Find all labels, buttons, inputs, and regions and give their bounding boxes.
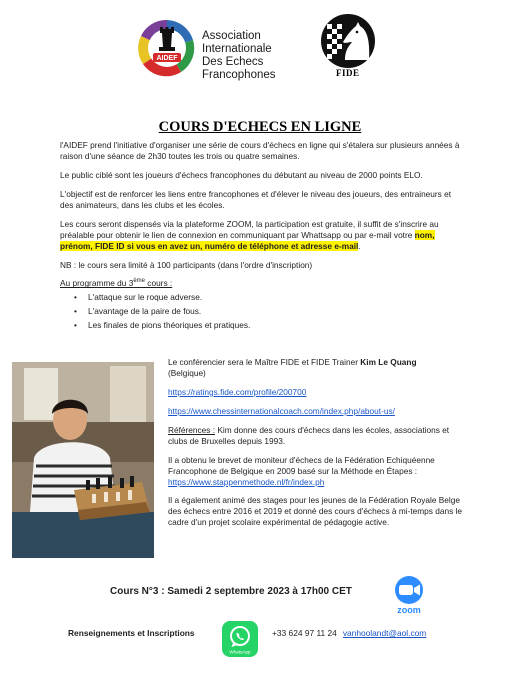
speaker-intro: Le conférencier sera le Maître FIDE et FIDE Trainer Kim Le Quang (Belgique)	[168, 357, 417, 378]
phone-number: +33 624 97 11 24	[272, 628, 337, 638]
registration-paragraph	[60, 219, 460, 252]
programme-label: Au programme du 3ème cours :	[60, 278, 173, 289]
registration-highlight: nom, prénom, FIDE ID si vous en avez un, numéro de téléphone et adresse e-mail	[60, 229, 435, 251]
whatsapp-label: WhatsApp	[229, 649, 251, 655]
speaker-info	[168, 357, 464, 536]
list-item: • L'avantage de la paire de fous.	[70, 306, 460, 317]
info-label: Renseignements et Inscriptions	[68, 628, 195, 638]
speaker-photo-image	[12, 362, 154, 558]
zoom-label: zoom	[397, 605, 421, 615]
assoc-line: Association	[202, 30, 261, 42]
aidef-logo-text: AIDEF	[156, 55, 178, 62]
registration-end: .	[358, 240, 361, 251]
objective-paragraph: L'objectif est de renforcer les liens entre francophones et d'élever le niveau des joueurs, des entraineurs et des animateurs, dans les clubs et les écoles.	[60, 188, 452, 210]
association-name	[202, 30, 276, 82]
coach-site-link[interactable]: https://www.chessinternationalcoach.com/index.php/about-us/	[168, 405, 395, 416]
aidef-logo-icon	[137, 18, 197, 78]
speaker-country: (Belgique)	[168, 367, 206, 378]
header	[0, 10, 520, 82]
coach-site-link-row	[168, 406, 464, 417]
page-title: COURS D'ECHECS EN LIGNE	[158, 119, 362, 135]
fide-profile-link-row	[168, 387, 464, 398]
registration-text: Les cours seront dispensés via la plateforme ZOOM, la participation est gratuite, il suffit de s'inscrire au préalable pour obtenir le lien de connexion en communiquant par Whattsapp ou par e-mail votre	[60, 218, 439, 240]
course-date: Cours N°3 : Samedi 2 septembre 2023 à 17h00 CET	[110, 586, 352, 597]
whatsapp-icon[interactable]	[222, 621, 258, 657]
assoc-line: Francophones	[202, 68, 276, 81]
references-paragraph: Références : Kim donne des cours d'échecs dans les écoles, associations et clubs de Bruxelles depuis 1993.	[168, 424, 450, 446]
list-item: • Les finales de pions théoriques et pratiques.	[70, 320, 460, 331]
references-label: Références :	[168, 424, 216, 435]
audience-paragraph: Le public ciblé sont les joueurs d'échecs francophones du débutant au niveau de 2000 points ELO.	[60, 169, 423, 180]
nb-paragraph: NB : le cours sera limité à 100 participants (dans l'ordre d'inscription)	[60, 259, 313, 270]
programme-list	[70, 292, 460, 331]
speaker-photo	[12, 362, 154, 558]
stappenmethode-link[interactable]: https://www.stappenmethode.nl/fr/index.ph	[168, 476, 325, 487]
speaker-name: Kim Le Quang	[360, 357, 417, 367]
list-item: • L'attaque sur le roque adverse.	[70, 292, 460, 303]
assoc-line: Des Echecs	[202, 55, 264, 68]
assoc-line: Internationale	[202, 42, 272, 55]
brevet-paragraph: Il a obtenu le brevet de moniteur d'échecs de la Fédération Echiquéenne Francophone de Belgique en 2009 basé sur la Méthode en Étapes : https://www.stappenmethode.nl/fr/index.ph	[168, 454, 435, 487]
intro-content	[60, 140, 460, 334]
fide-profile-link[interactable]: https://ratings.fide.com/profile/200700	[168, 386, 307, 397]
email-link[interactable]: vanhoolandt@aol.com	[342, 628, 427, 638]
stages-paragraph: Il a également animé des stages pour les jeunes de la Fédération Royale Belge des échecs entre 2016 et 2019 et donné des cours d'échecs à mi-temps dans le cadre d'un projet scolaire expérimental de pédagogie active.	[168, 495, 463, 528]
intro-paragraph: l'AIDEF prend l'initiative d'organiser une série de cours d'échecs en ligne qui s'étalera sur plusieurs années à raison d'une séance de 2h30 toutes les trois ou quatre semaines.	[60, 140, 460, 161]
fide-label: FIDE	[336, 68, 360, 78]
zoom-icon[interactable]	[390, 575, 428, 615]
contact-info	[272, 628, 426, 639]
